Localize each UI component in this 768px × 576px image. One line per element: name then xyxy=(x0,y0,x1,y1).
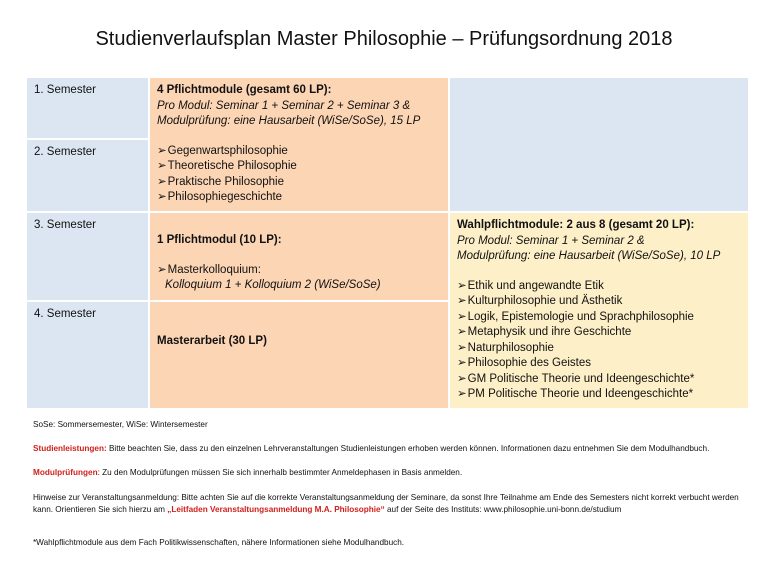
pflicht-item: ➢ Praktische Philosophie xyxy=(157,175,441,191)
wahl-heading: Wahlpflichtmodule: 2 aus 8 (gesamt 20 LP): xyxy=(457,219,695,231)
pflicht-item: ➢ Theoretische Philosophie xyxy=(157,159,441,175)
masterarbeit-cell xyxy=(150,302,448,408)
pflicht3-heading: 1 Pflichtmodul (10 LP): xyxy=(157,234,282,246)
footnote: *Wahlpflichtmodule aus dem Fach Politikwissenschaften, nähere Informationen siehe Modulhandbuch. xyxy=(33,538,405,547)
pflicht-heading: 4 Pflichtmodule (gesamt 60 LP): xyxy=(157,84,332,96)
pflicht3-item: ➢ Masterkolloquium: xyxy=(157,263,441,279)
modulpruefungen-note: Modulprüfungen: Zu den Modulprüfungen müssen Sie sich innerhalb bestimmter Anmeldephasen in Basis anmelden. xyxy=(33,468,463,477)
empty-cell xyxy=(450,78,748,211)
semester-3: 3. Semester xyxy=(27,213,148,300)
wahl-item: ➢ PM Politische Theorie und Ideengeschichte* xyxy=(457,387,741,403)
wahlpflicht-cell xyxy=(450,213,748,408)
page-title: Studienverlaufsplan Master Philosophie – Prüfungsordnung 2018 xyxy=(95,28,673,50)
pflicht-item: ➢ Philosophiegeschichte xyxy=(157,190,441,206)
pflicht-item: ➢ Gegenwartsphilosophie xyxy=(157,144,441,160)
pflichtmodul-3-cell xyxy=(150,213,448,300)
hinweise-note: Hinweise zur Veranstaltungsanmeldung: Bitte achten Sie auf die korrekte Veranstaltungsanmeldung der Seminare, da sonst Ihre Teilnahme am Ende des Semesters nicht korrekt verbucht werden kann. Orientieren Sie sich hierzu am „Leitfaden Veranstaltungsanmeldung M.A. Philosophie“ auf der Seite des Instituts: www.philosophie.uni-bonn.de/studium xyxy=(33,493,739,514)
studienleistungen-note: Studienleistungen: Bitte beachten Sie, dass zu den einzelnen Lehrveranstaltungen Studienleistungen erhoben werden können. Informationen dazu entnehmen Sie dem Modulhandbuch. xyxy=(33,444,710,453)
leitfaden-link[interactable]: „Leitfaden Veranstaltungsanmeldung M.A. Philosophie“ xyxy=(167,505,385,514)
wahl-item: ➢ Metaphysik und ihre Geschichte xyxy=(457,325,741,341)
pflichtmodule-cell xyxy=(150,78,448,211)
masterarbeit-heading: Masterarbeit (30 LP) xyxy=(157,335,267,347)
wahl-item: ➢ Philosophie des Geistes xyxy=(457,356,741,372)
wahl-item: ➢ GM Politische Theorie und Ideengeschichte* xyxy=(457,372,741,388)
wahl-item: ➢ Ethik und angewandte Etik xyxy=(457,279,741,295)
pflicht3-detail: Kolloquium 1 + Kolloquium 2 (WiSe/SoSe) xyxy=(165,279,381,291)
semester-4: 4. Semester xyxy=(27,302,148,408)
wahl-line2: Modulprüfung: eine Hausarbeit (WiSe/SoSe), 10 LP xyxy=(457,250,721,262)
semester-2: 2. Semester xyxy=(27,140,148,211)
wahl-item: ➢ Kulturphilosophie und Ästhetik xyxy=(457,294,741,310)
wahl-item: ➢ Naturphilosophie xyxy=(457,341,741,357)
pflicht-line2: Modulprüfung: eine Hausarbeit (WiSe/SoSe), 15 LP xyxy=(157,115,421,127)
wahl-item: ➢ Logik, Epistemologie und Sprachphilosophie xyxy=(457,310,741,326)
abbreviations-note: SoSe: Sommersemester, WiSe: Wintersemester xyxy=(33,420,208,429)
wahl-line1: Pro Modul: Seminar 1 + Seminar 2 & xyxy=(457,234,645,247)
pflicht-line1: Pro Modul: Seminar 1 + Seminar 2 + Seminar 3 & xyxy=(157,99,411,112)
semester-1: 1. Semester xyxy=(27,78,148,138)
